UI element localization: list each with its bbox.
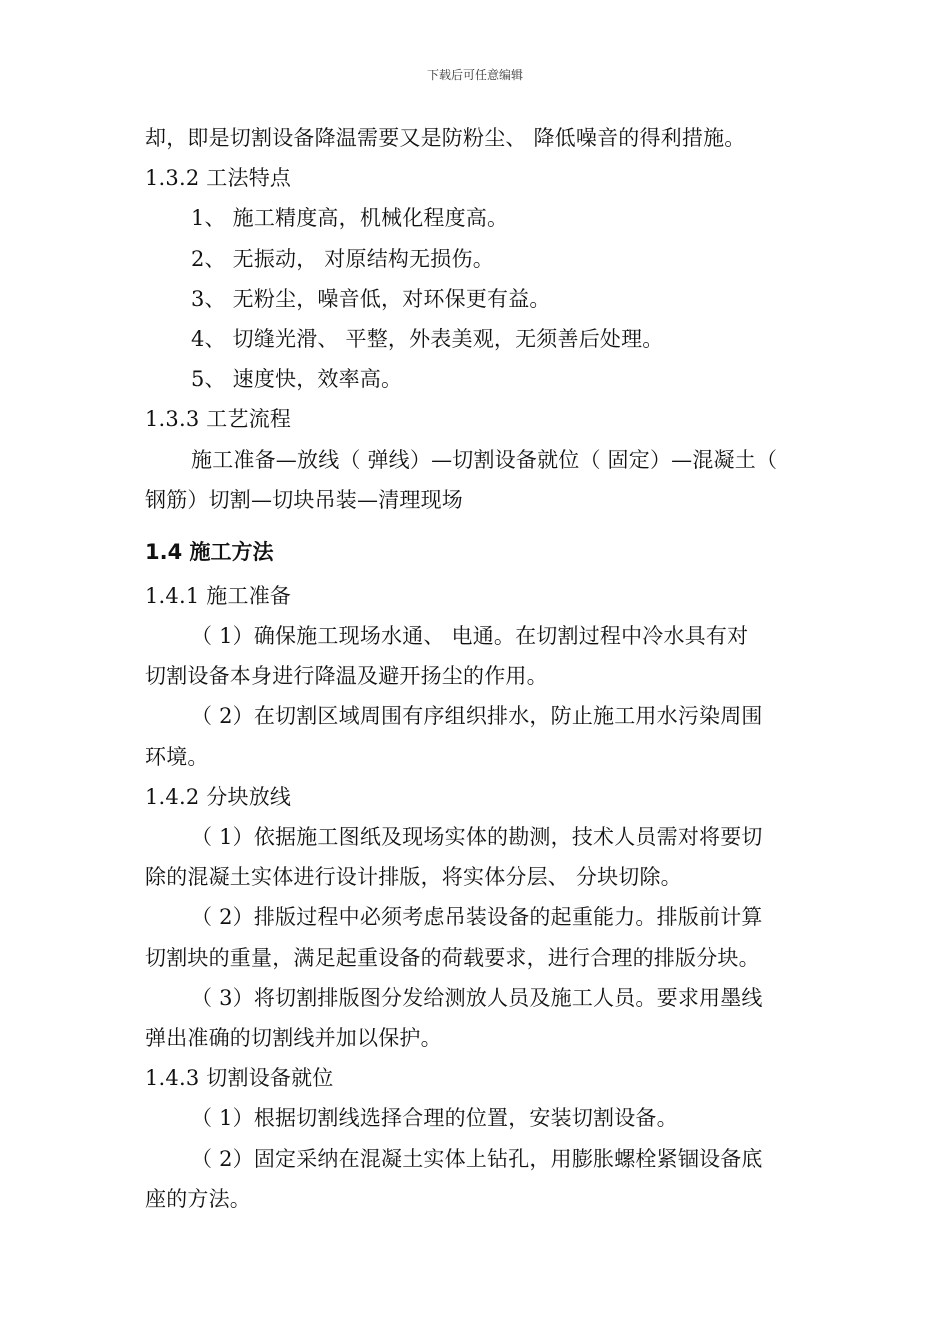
section-heading: 1.4.3 切割设备就位 — [145, 1066, 334, 1091]
paragraph-line: （ 2）排版过程中必须考虑吊装设备的起重能力。排版前计算 — [191, 905, 763, 930]
list-item: 5、 速度快，效率高。 — [191, 367, 403, 392]
paragraph-line: 弹出准确的切割线并加以保护。 — [145, 1025, 442, 1050]
paragraph-line: （ 2）在切割区域周围有序组织排水，防止施工用水污染周围 — [191, 704, 763, 729]
list-item: 4、 切缝光滑、 平整，外表美观，无须善后处理。 — [191, 326, 664, 351]
paragraph-line: 切割块的重量，满足起重设备的荷载要求，进行合理的排版分块。 — [145, 945, 760, 970]
list-item: 3、 无粉尘，噪音低，对环保更有益。 — [191, 286, 551, 311]
paragraph-line: 施工准备—放线（ 弹线）—切割设备就位（ 固定）—混凝土（ — [191, 447, 778, 472]
document-body — [145, 118, 810, 1219]
paragraph-line: （ 3）将切割排版图分发给测放人员及施工人员。要求用墨线 — [191, 985, 763, 1010]
page-header: 下载后可任意编辑 — [426, 68, 523, 82]
paragraph-line: 钢筋）切割—切块吊装—清理现场 — [145, 487, 463, 512]
section-heading: 1.3.3 工艺流程 — [145, 407, 292, 432]
paragraph-line: 环境。 — [145, 744, 209, 769]
list-item: 1、 施工精度高，机械化程度高。 — [191, 206, 509, 231]
section-heading: 1.4.1 施工准备 — [145, 583, 292, 608]
list-item: 2、 无振动， 对原结构无损伤。 — [191, 246, 494, 271]
paragraph-line: （ 1）确保施工现场水通、 电通。在切割过程中冷水具有对 — [191, 624, 749, 649]
paragraph-line: （ 1）根据切割线选择合理的位置，安装切割设备。 — [191, 1106, 678, 1131]
paragraph-line: （ 1）依据施工图纸及现场实体的勘测，技术人员需对将要切 — [191, 825, 763, 849]
paragraph-line: 却，即是切割设备降温需要又是防粉尘、 降低噪音的得利措施。 — [145, 126, 746, 150]
section-heading: 1.4.2 分块放线 — [145, 784, 292, 809]
paragraph-line: 除的混凝土实体进行设计排版，将实体分层、 分块切除。 — [145, 865, 682, 890]
paragraph-line: 座的方法。 — [145, 1186, 251, 1211]
section-heading: 1.3.2 工法特点 — [145, 166, 292, 191]
paragraph-line: （ 2）固定采纳在混凝土实体上钻孔，用膨胀螺栓紧锢设备底 — [191, 1146, 763, 1171]
chapter-heading: 1.4 施工方法 — [145, 539, 274, 564]
paragraph-line: 切割设备本身进行降温及避开扬尘的作用。 — [145, 664, 548, 689]
